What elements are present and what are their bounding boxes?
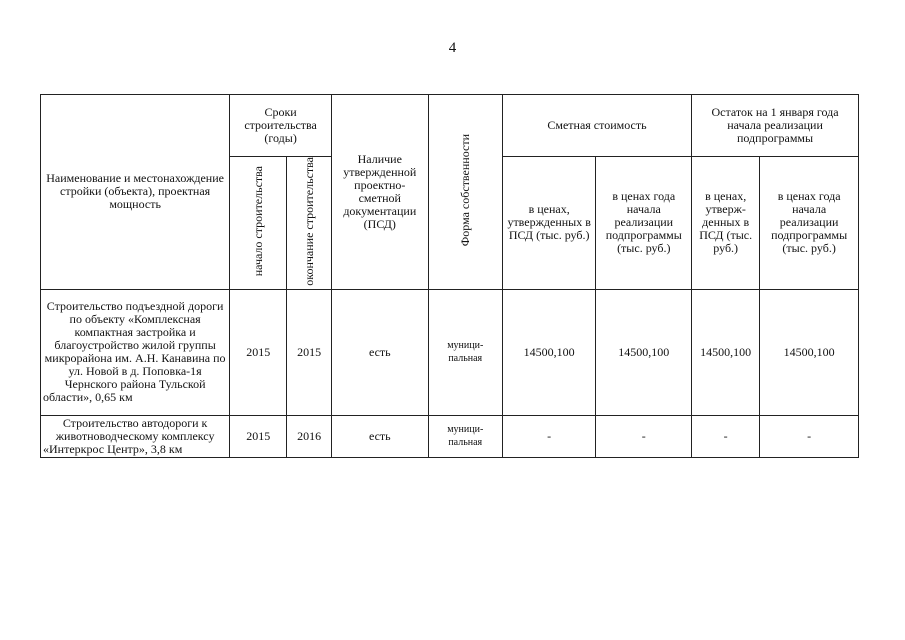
header-name: Наименование и местонахождение стройки (объекта), проектная мощность <box>41 95 230 290</box>
row-ownership: муници-пальная <box>428 415 502 457</box>
header-period-start <box>230 157 287 290</box>
header-rest-year: в ценах года начала реализации подпрограммы (тыс. руб.) <box>760 157 859 290</box>
row-end-year: 2015 <box>287 289 332 415</box>
row-cost-psd: - <box>502 415 596 457</box>
page-number: 4 <box>448 40 457 56</box>
header-ownership <box>428 95 502 290</box>
header-period-end-label: окончание строительства <box>301 157 316 286</box>
header-row-top <box>41 95 859 157</box>
row-rest-psd: 14500,100 <box>692 289 760 415</box>
header-cost-psd: в ценах, утвержденных в ПСД (тыс. руб.) <box>502 157 596 290</box>
header-ownership-label: Форма собственности <box>457 134 472 247</box>
table-row <box>41 415 859 457</box>
row-cost-year: 14500,100 <box>596 289 692 415</box>
row-end-year: 2016 <box>287 415 332 457</box>
row-rest-year: - <box>760 415 859 457</box>
row-rest-psd: - <box>692 415 760 457</box>
header-period-group: Сроки строительства (годы) <box>230 95 332 157</box>
row-psd: есть <box>331 289 428 415</box>
header-period-end <box>287 157 332 290</box>
header-cost-group: Сметная стоимость <box>502 95 691 157</box>
row-psd: есть <box>331 415 428 457</box>
construction-objects-table <box>40 94 859 458</box>
row-rest-year: 14500,100 <box>760 289 859 415</box>
row-cost-psd: 14500,100 <box>502 289 596 415</box>
header-rest-group: Остаток на 1 января года начала реализации подпрограммы <box>692 95 859 157</box>
row-start-year: 2015 <box>230 415 287 457</box>
row-start-year: 2015 <box>230 289 287 415</box>
header-cost-year: в ценах года начала реализации подпрограммы (тыс. руб.) <box>596 157 692 290</box>
row-cost-year: - <box>596 415 692 457</box>
header-rest-psd: в ценах, утверж-денных в ПСД (тыс. руб.) <box>692 157 760 290</box>
row-name: Строительство подъездной дороги по объекту «Комплексная компактная застройка и благоустройство жилой группы микрорайона им. А.Н. Канавина по ул. Новой в д. Поповка-1я Чернского района Тульской области», 0,65 км <box>41 289 230 415</box>
row-name: Строительство автодороги к животноводческому комплексу «Интеркрос Центр», 3,8 км <box>41 415 230 457</box>
header-period-start-label: начало строительства <box>250 166 265 277</box>
row-ownership: муници-пальная <box>428 289 502 415</box>
table-row <box>41 289 859 415</box>
header-psd: Наличие утвержденной проектно-сметной документации (ПСД) <box>331 95 428 290</box>
